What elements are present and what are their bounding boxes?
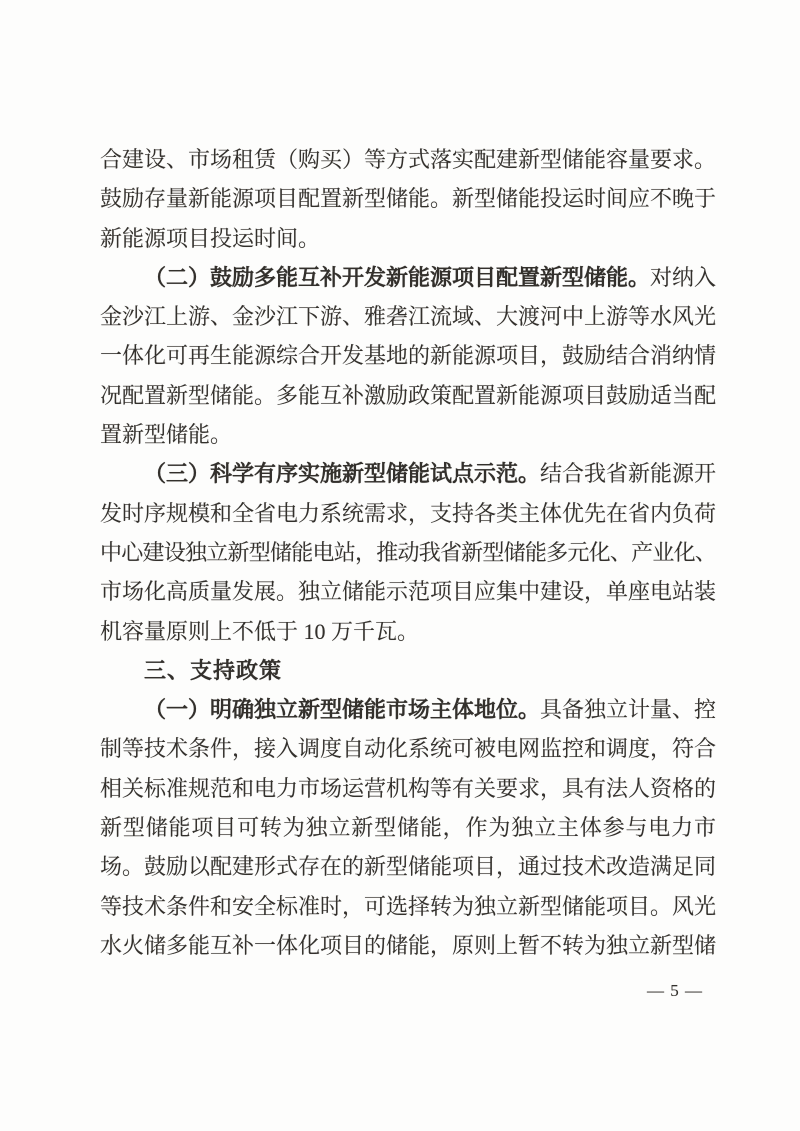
text-run: 况配置新型储能。多能互补激励政策配置新能源项目鼓励适当配 bbox=[100, 382, 717, 408]
text-line bbox=[100, 258, 716, 297]
text-run: 等技术条件和安全标准时，可选择转为独立新型储能项目。风光 bbox=[100, 893, 717, 919]
text-line bbox=[100, 847, 716, 886]
text-line bbox=[100, 179, 716, 218]
text-line bbox=[100, 297, 716, 336]
text-line bbox=[100, 572, 716, 611]
text-run: 具备独立计量、控 bbox=[540, 697, 717, 723]
text-run: 金沙江上游、金沙江下游、雅砻江流域、大渡河中上游等水风光 bbox=[100, 304, 717, 330]
text-run: 鼓励存量新能源项目配置新型储能。新型储能投运时间应不晚于 bbox=[100, 186, 717, 212]
document-body bbox=[100, 140, 716, 965]
text-run: 一体化可再生能源综合开发基地的新能源项目，鼓励结合消纳情 bbox=[100, 343, 717, 369]
bold-run: （三）科学有序实施新型储能试点示范。 bbox=[144, 461, 541, 487]
text-line bbox=[100, 454, 716, 493]
text-run: 水火储多能互补一体化项目的储能，原则上暂不转为独立新型储 bbox=[100, 932, 717, 958]
text-line bbox=[100, 690, 716, 729]
text-line bbox=[100, 808, 716, 847]
bold-run: （二）鼓励多能互补开发新能源项目配置新型储能。 bbox=[144, 264, 651, 290]
text-run: 发时序规模和全省电力系统需求，支持各类主体优先在省内负荷 bbox=[100, 500, 717, 526]
section-heading bbox=[100, 651, 716, 690]
text-run: 场。鼓励以配建形式存在的新型储能项目，通过技术改造满足同 bbox=[100, 854, 717, 880]
text-line bbox=[100, 219, 716, 258]
text-line bbox=[100, 926, 716, 965]
page-number: — 5 — bbox=[647, 981, 703, 1000]
text-run: 置新型储能。 bbox=[100, 422, 233, 448]
text-run: 新型储能项目可转为独立新型储能，作为独立主体参与电力市 bbox=[100, 815, 716, 841]
text-line bbox=[100, 376, 716, 415]
text-line bbox=[100, 729, 716, 768]
text-run: 市场化高质量发展。独立储能示范项目应集中建设，单座电站装 bbox=[100, 579, 717, 605]
bold-run: （一）明确独立新型储能市场主体地位。 bbox=[144, 697, 541, 723]
text-run: 新能源项目投运时间。 bbox=[100, 225, 321, 251]
text-line bbox=[100, 494, 716, 533]
text-line bbox=[100, 887, 716, 926]
text-line bbox=[100, 612, 716, 651]
text-run: 结合我省新能源开 bbox=[540, 461, 717, 487]
text-run: 相关标准规范和电力市场运营机构等有关要求，具有法人资格的 bbox=[100, 775, 717, 801]
text-line bbox=[100, 140, 716, 179]
heading-text: 三、支持政策 bbox=[144, 657, 283, 683]
text-line bbox=[100, 415, 716, 454]
text-line bbox=[100, 336, 716, 375]
text-run: 对纳入 bbox=[650, 264, 717, 290]
text-run: 中心建设独立新型储能电站，推动我省新型储能多元化、产业化、 bbox=[100, 539, 716, 565]
text-run: 制等技术条件，接入调度自动化系统可被电网监控和调度，符合 bbox=[100, 736, 717, 762]
text-run: 合建设、市场租赁（购买）等方式落实配建新型储能容量要求。 bbox=[100, 147, 717, 172]
text-run: 机容量原则上不低于 10 万千瓦。 bbox=[100, 618, 420, 644]
text-line bbox=[100, 769, 716, 808]
text-line bbox=[100, 533, 716, 572]
